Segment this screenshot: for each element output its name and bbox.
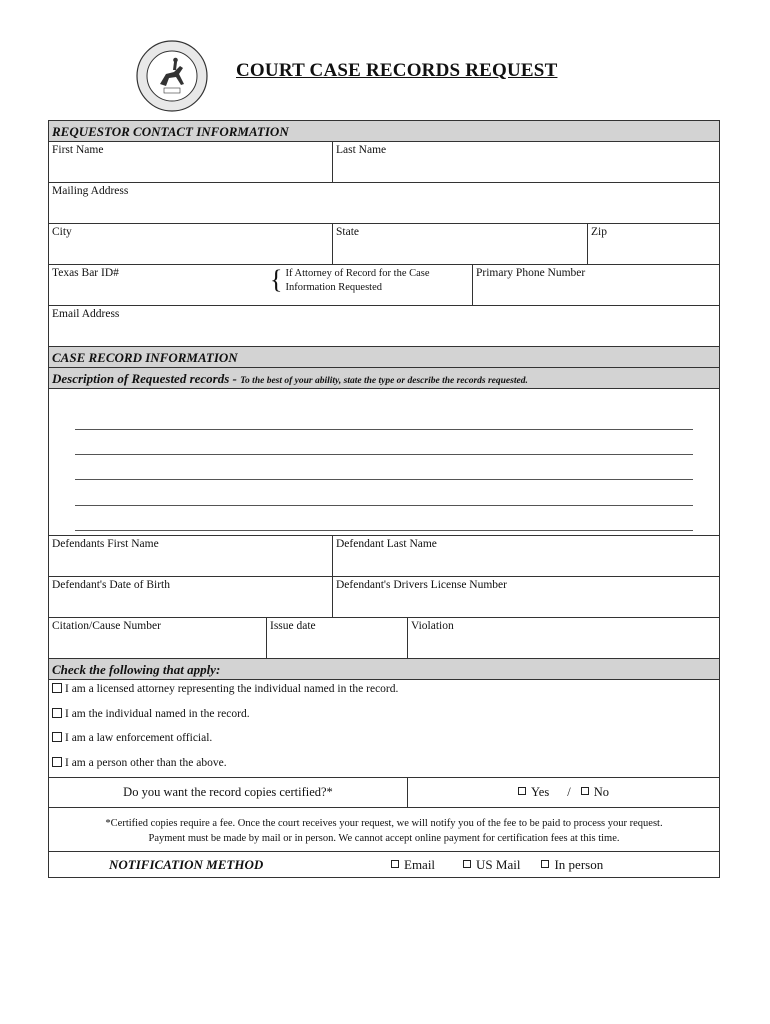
- last-name-label: Last Name: [336, 144, 387, 156]
- check-individual[interactable]: [49, 705, 719, 730]
- phone-label: Primary Phone Number: [476, 267, 586, 279]
- description-hint: To the best of your ability, state the type or describe the records requested.: [240, 376, 528, 386]
- defendant-last-name-field[interactable]: [332, 536, 719, 576]
- mailing-address-label: Mailing Address: [52, 185, 129, 197]
- description-line: [75, 479, 693, 480]
- zip-field[interactable]: [587, 224, 719, 264]
- description-textarea[interactable]: [49, 389, 719, 536]
- checkbox-icon[interactable]: [541, 860, 549, 868]
- email-address-field[interactable]: [49, 306, 719, 346]
- mail-option-label: US Mail: [476, 856, 521, 872]
- check-attorney-label: I am a licensed attorney representing the individual named in the record.: [65, 683, 399, 695]
- option-separator: /: [567, 785, 571, 799]
- request-form: [48, 120, 720, 878]
- section-case-header: CASE RECORD INFORMATION: [49, 347, 719, 368]
- bar-id-label: Texas Bar ID#: [52, 267, 119, 279]
- notification-method-label: NOTIFICATION METHOD: [109, 856, 264, 872]
- description-title: Description of Requested records -: [52, 371, 241, 386]
- email-option-label: Email: [404, 856, 436, 872]
- checkbox-icon[interactable]: [518, 787, 526, 795]
- city-seal-logo: [136, 40, 208, 112]
- zip-label: Zip: [591, 226, 607, 238]
- certification-fee-note: [49, 808, 719, 852]
- note-line1: *Certified copies require a fee. Once the court receives your request, we will notify you of the fee to be paid to process your request.: [105, 818, 663, 829]
- defendant-first-name-field[interactable]: [49, 536, 332, 576]
- checkbox-icon[interactable]: [581, 787, 589, 795]
- form-title: COURT CASE RECORDS REQUEST: [236, 60, 558, 81]
- defendant-dl-field[interactable]: [332, 577, 719, 617]
- first-name-field[interactable]: [49, 142, 332, 182]
- section-check-header: Check the following that apply:: [49, 659, 719, 680]
- issue-date-field[interactable]: [266, 618, 407, 658]
- checkbox-icon[interactable]: [52, 683, 62, 693]
- checkbox-icon[interactable]: [52, 708, 62, 718]
- no-label: No: [593, 785, 609, 799]
- email-address-label: Email Address: [52, 308, 120, 320]
- description-line: [75, 505, 693, 506]
- description-line: [75, 429, 693, 430]
- checkbox-icon[interactable]: [463, 860, 471, 868]
- certified-no-option[interactable]: [581, 785, 609, 800]
- violation-label: Violation: [411, 620, 454, 632]
- check-law-enforcement[interactable]: [49, 729, 719, 754]
- brace-icon: {: [270, 265, 283, 294]
- checkbox-icon[interactable]: [52, 732, 62, 742]
- certified-options: [407, 778, 719, 807]
- person-option-label: In person: [554, 856, 604, 872]
- check-individual-label: I am the individual named in the record.: [65, 707, 250, 720]
- check-other-person-label: I am a person other than the above.: [65, 756, 227, 769]
- description-header: [49, 368, 719, 389]
- phone-field[interactable]: [472, 265, 719, 305]
- description-line: [75, 454, 693, 455]
- mailing-address-field[interactable]: [49, 183, 719, 223]
- defendant-first-name-label: Defendants First Name: [52, 538, 159, 550]
- city-label: City: [52, 226, 72, 238]
- defendant-dob-label: Defendant's Date of Birth: [52, 579, 170, 591]
- notify-person-option[interactable]: [541, 857, 603, 873]
- defendant-dl-label: Defendant's Drivers License Number: [336, 579, 507, 591]
- city-field[interactable]: [49, 224, 332, 264]
- checkbox-icon[interactable]: [52, 757, 62, 767]
- description-line: [75, 530, 693, 531]
- notification-method-row: [49, 852, 719, 877]
- yes-label: Yes: [531, 785, 550, 799]
- issue-date-label: Issue date: [270, 620, 316, 632]
- violation-field[interactable]: [407, 618, 719, 658]
- check-other-person[interactable]: [49, 754, 719, 779]
- certified-yes-option[interactable]: [518, 785, 549, 800]
- citation-field[interactable]: [49, 618, 266, 658]
- checkbox-icon[interactable]: [391, 860, 399, 868]
- defendant-dob-field[interactable]: [49, 577, 332, 617]
- bar-id-note: [267, 265, 472, 305]
- bar-note-line1: If Attorney of Record for the Case: [285, 268, 430, 279]
- bar-note-line2: Information Requested: [285, 282, 382, 293]
- bar-id-field[interactable]: [49, 265, 267, 305]
- certified-question-label: Do you want the record copies certified?*: [123, 785, 333, 799]
- defendant-last-name-label: Defendant Last Name: [336, 538, 437, 550]
- notify-mail-option[interactable]: [463, 857, 520, 873]
- check-attorney[interactable]: [49, 680, 719, 705]
- note-line2: Payment must be made by mail or in person. We cannot accept online payment for certification fees at this time.: [148, 833, 620, 844]
- state-field[interactable]: [332, 224, 587, 264]
- citation-label: Citation/Cause Number: [52, 620, 161, 632]
- first-name-label: First Name: [52, 144, 104, 156]
- last-name-field[interactable]: [332, 142, 719, 182]
- certified-question: [49, 778, 407, 807]
- section-requestor-header: REQUESTOR CONTACT INFORMATION: [49, 121, 719, 142]
- notify-email-option[interactable]: [391, 857, 435, 873]
- check-law-enforcement-label: I am a law enforcement official.: [65, 732, 213, 744]
- state-label: State: [336, 226, 359, 238]
